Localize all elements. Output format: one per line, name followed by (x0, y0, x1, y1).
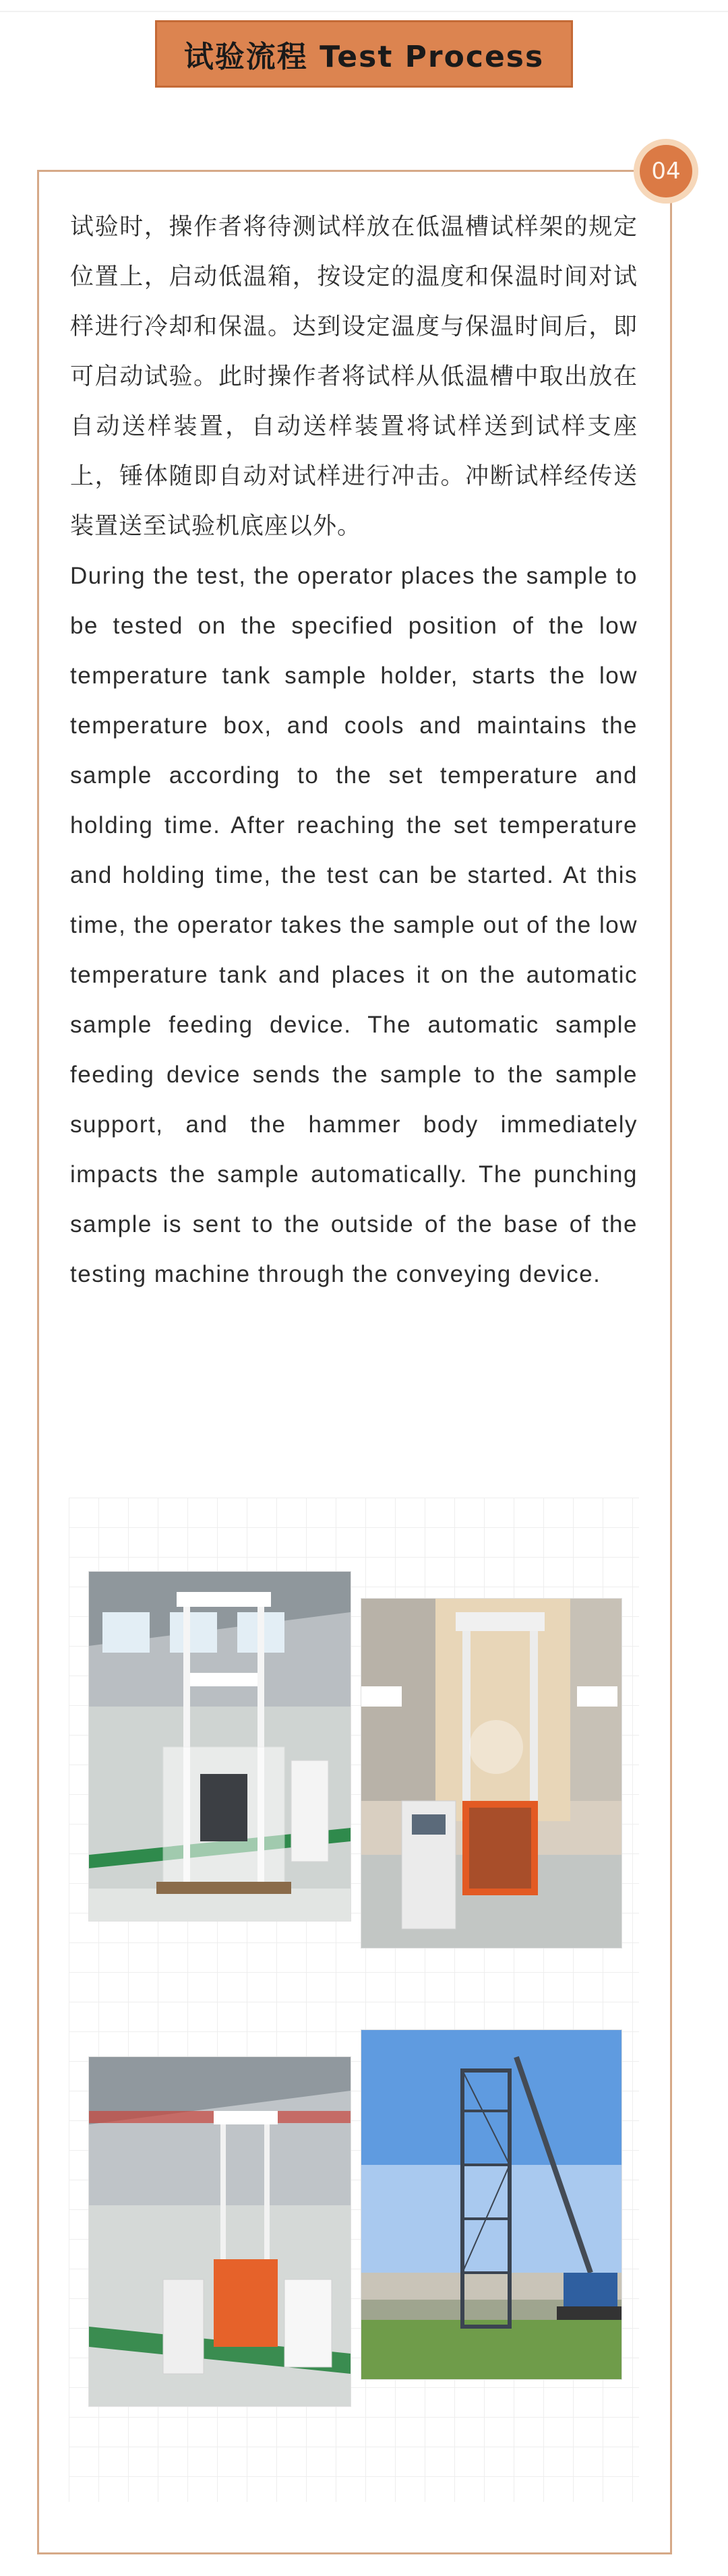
section-title-banner (155, 20, 573, 88)
step-badge (634, 139, 698, 204)
step-number: 04 (640, 145, 692, 197)
section-title: 试验流程 Test Process (183, 40, 545, 74)
orange-tester-image (361, 1599, 621, 1948)
gallery-photo-4 (361, 2030, 621, 2379)
description-block (70, 202, 638, 1299)
chinese-paragraph: 试验时，操作者将待测试样放在低温槽试样架的规定位置上，启动低温箱，按设定的温度和保温时间对试样进行冷却和保温。达到设定温度与保温时间后，即可启动试验。此时操作者将试样从低温槽中取出放在自动送样装置，自动送样装置将试样送到试样支座上，锤体随即自动对试样进行冲击。冲断试样经传送装置送至试验机底座以外。 (70, 214, 638, 540)
gallery-photo-3 (89, 2057, 351, 2406)
english-paragraph: During the test, the operator places the sample to be tested on the specified position of the low temperature tank sample holder, starts the low temperature box, and cools and maintains the sample according to the set temperature and holding time. After reaching the set temperature and holding time, the test can be started. At this time, the operator takes the sample out of the low temperature tank and places it on the automatic sample feeding device. The automatic sample feeding device sends the sample to the sample support, and the hammer body immediately impacts the sample automatically. The punching sample is sent to the outside of the base of the testing machine through the conveying device. (70, 563, 638, 1287)
workshop-tester-image (89, 2057, 351, 2406)
top-divider (0, 11, 728, 12)
crane-installation-image (361, 2030, 621, 2379)
factory-photo-image (89, 1572, 351, 1921)
gallery-photo-2 (361, 1599, 621, 1948)
gallery-photo-1 (89, 1572, 351, 1921)
